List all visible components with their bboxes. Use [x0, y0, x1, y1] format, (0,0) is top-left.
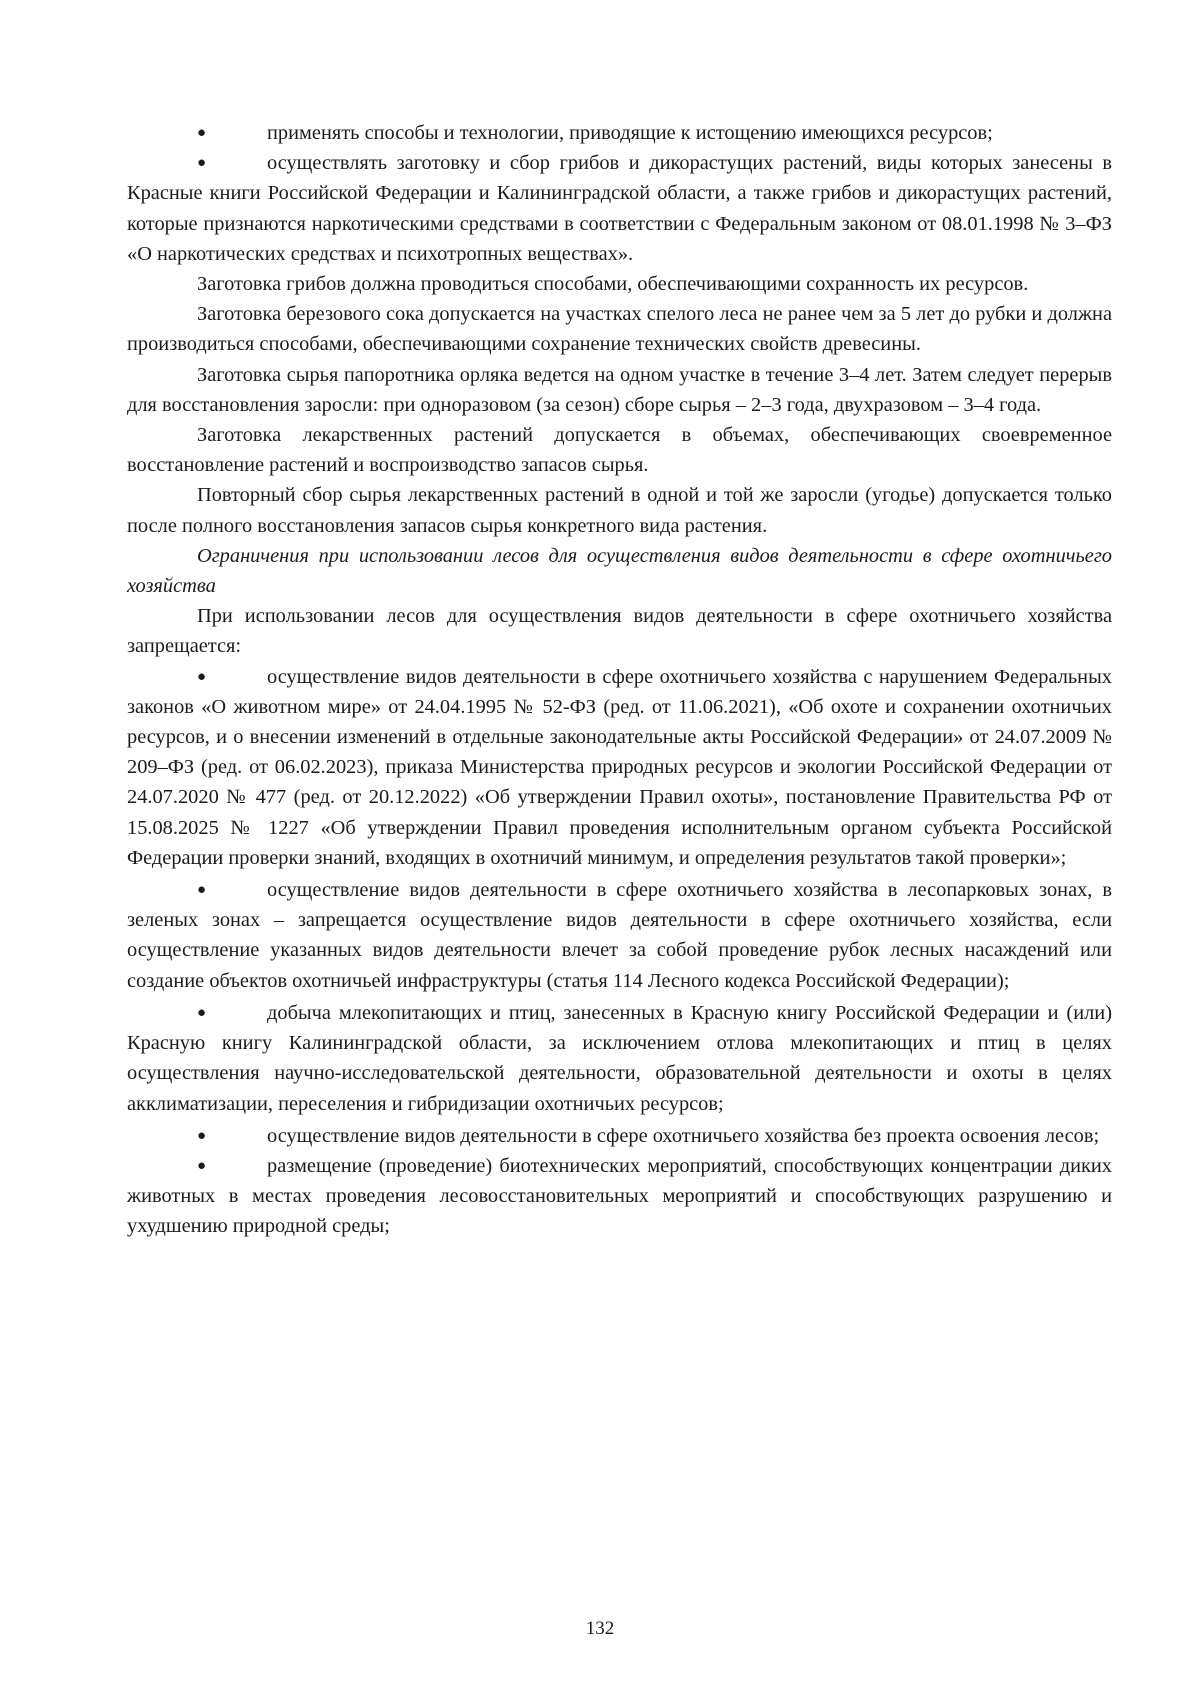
paragraph-0: [127, 118, 1112, 148]
paragraph-text: размещение (проведение) биотехнических мероприятий, способствующих концентрации диких животных в местах проведения лесовосстановительных мероприятий и способствующих разрушению и ухудшению природной среды;: [127, 1154, 1112, 1238]
paragraph-2: Заготовка грибов должна проводиться способами, обеспечивающими сохранность их ресурсов.: [197, 273, 1029, 296]
bullet-icon: ●: [197, 155, 207, 172]
bullet-icon: ●: [197, 125, 207, 141]
bullet-icon: ●: [197, 882, 207, 899]
paragraph-4: Заготовка сырья папоротника орляка ведется на одном участке в течение 3–4 лет. Затем следует перерыв для восстановления заросли: при одноразовом (за сезон) сборе сырья – 2–3 года, двухразовом – 3–4 года.: [127, 363, 1112, 416]
page-number: 132: [585, 1618, 615, 1639]
bullet-icon: ●: [197, 1157, 207, 1174]
bullet-icon: ●: [197, 668, 207, 685]
paragraph-text: осуществление видов деятельности в сфере охотничьего хозяйства без проекта освоения лесов;: [267, 1124, 1100, 1147]
bullet-icon: ●: [197, 1004, 207, 1021]
paragraph-text: добыча млекопитающих и птиц, занесенных в Красную книгу Российской Федерации и (или) Красную книгу Калининградской области, за исключением отлова млекопитающих и птиц в целях осуществления научно-исследовательской деятельности, образовательной деятельности и охоты в целях акклиматизации, переселения и гибридизации охотничьих ресурсов;: [127, 1001, 1112, 1115]
paragraph-text: осуществление видов деятельности в сфере охотничьего хозяйства с нарушением Федеральных законов «О животном мире» от 24.04.1995 № 52-ФЗ (ред. от 11.06.2021), «Об охоте и сохранении охотничьих ресурсов, и о внесении изменений в отдельные законодательные акты Российской Федерации» от 24.07.2009 № 209–ФЗ (ред. от 06.02.2023), приказа Министерства природных ресурсов и экологии Российской Федерации от 24.07.2020 № 477 (ред. от 20.12.2022) «Об утверждении Правил охоты», постановление Правительства РФ от 15.08.2025 № 1227 «Об утверждении Правил проведения исполнительным органом субъекта Российской Федерации проверки знаний, входящих в охотничий минимум, и определения результатов такой проверки»;: [127, 665, 1112, 869]
paragraph-text: применять способы и технологии, приводящие к истощению имеющихся ресурсов;: [267, 122, 993, 144]
paragraph-12: [127, 1121, 1112, 1151]
section-heading: Ограничения при использовании лесов для осуществления видов деятельности в сфере охотничьего хозяйства: [127, 544, 1112, 598]
paragraph-6: Повторный сбор сырья лекарственных растений в одной и той же заросли (угодье) допускается только после полного восстановления запасов сырья конкретного вида растения.: [127, 484, 1112, 537]
paragraph-text: осуществление видов деятельности в сфере охотничьего хозяйства в лесопарковых зонах, в зеленых зонах – запрещается осуществление видов деятельности в сфере охотничьего хозяйства, если осуществление указанных видов деятельности влечет за собой проведение рубок лесных насаждений или создание объектов охотничьей инфраструктуры (статья 114 Лесного кодекса Российской Федерации);: [127, 879, 1112, 992]
paragraph-1: [127, 148, 1112, 269]
paragraph-text: осуществлять заготовку и сбор грибов и дикорастущих растений, виды которых занесены в Красные книги Российской Федерации и Калининградской области, а также грибов и дикорастущих растений, которые признаются наркотическими средствами в соответствии с Федеральным законом от 08.01.1998 № 3–ФЗ «О наркотических средствах и психотропных веществах».: [127, 152, 1112, 265]
bullet-icon: ●: [197, 1127, 207, 1144]
document-body: [127, 118, 1112, 1242]
paragraph-13: [127, 1151, 1112, 1242]
paragraph-5: Заготовка лекарственных растений допускается в объемах, обеспечивающих своевременное восстановление растений и воспроизводство запасов сырья.: [127, 424, 1112, 477]
paragraph-10: [127, 875, 1112, 996]
paragraph-3: Заготовка березового сока допускается на участках спелого леса не ранее чем за 5 лет до рубки и должна производиться способами, обеспечивающими сохранение технических свойств древесины.: [127, 303, 1112, 356]
paragraph-11: [127, 998, 1112, 1119]
paragraph-9: [127, 662, 1112, 873]
paragraph-8: При использовании лесов для осуществления видов деятельности в сфере охотничьего хозяйства запрещается:: [127, 605, 1112, 658]
